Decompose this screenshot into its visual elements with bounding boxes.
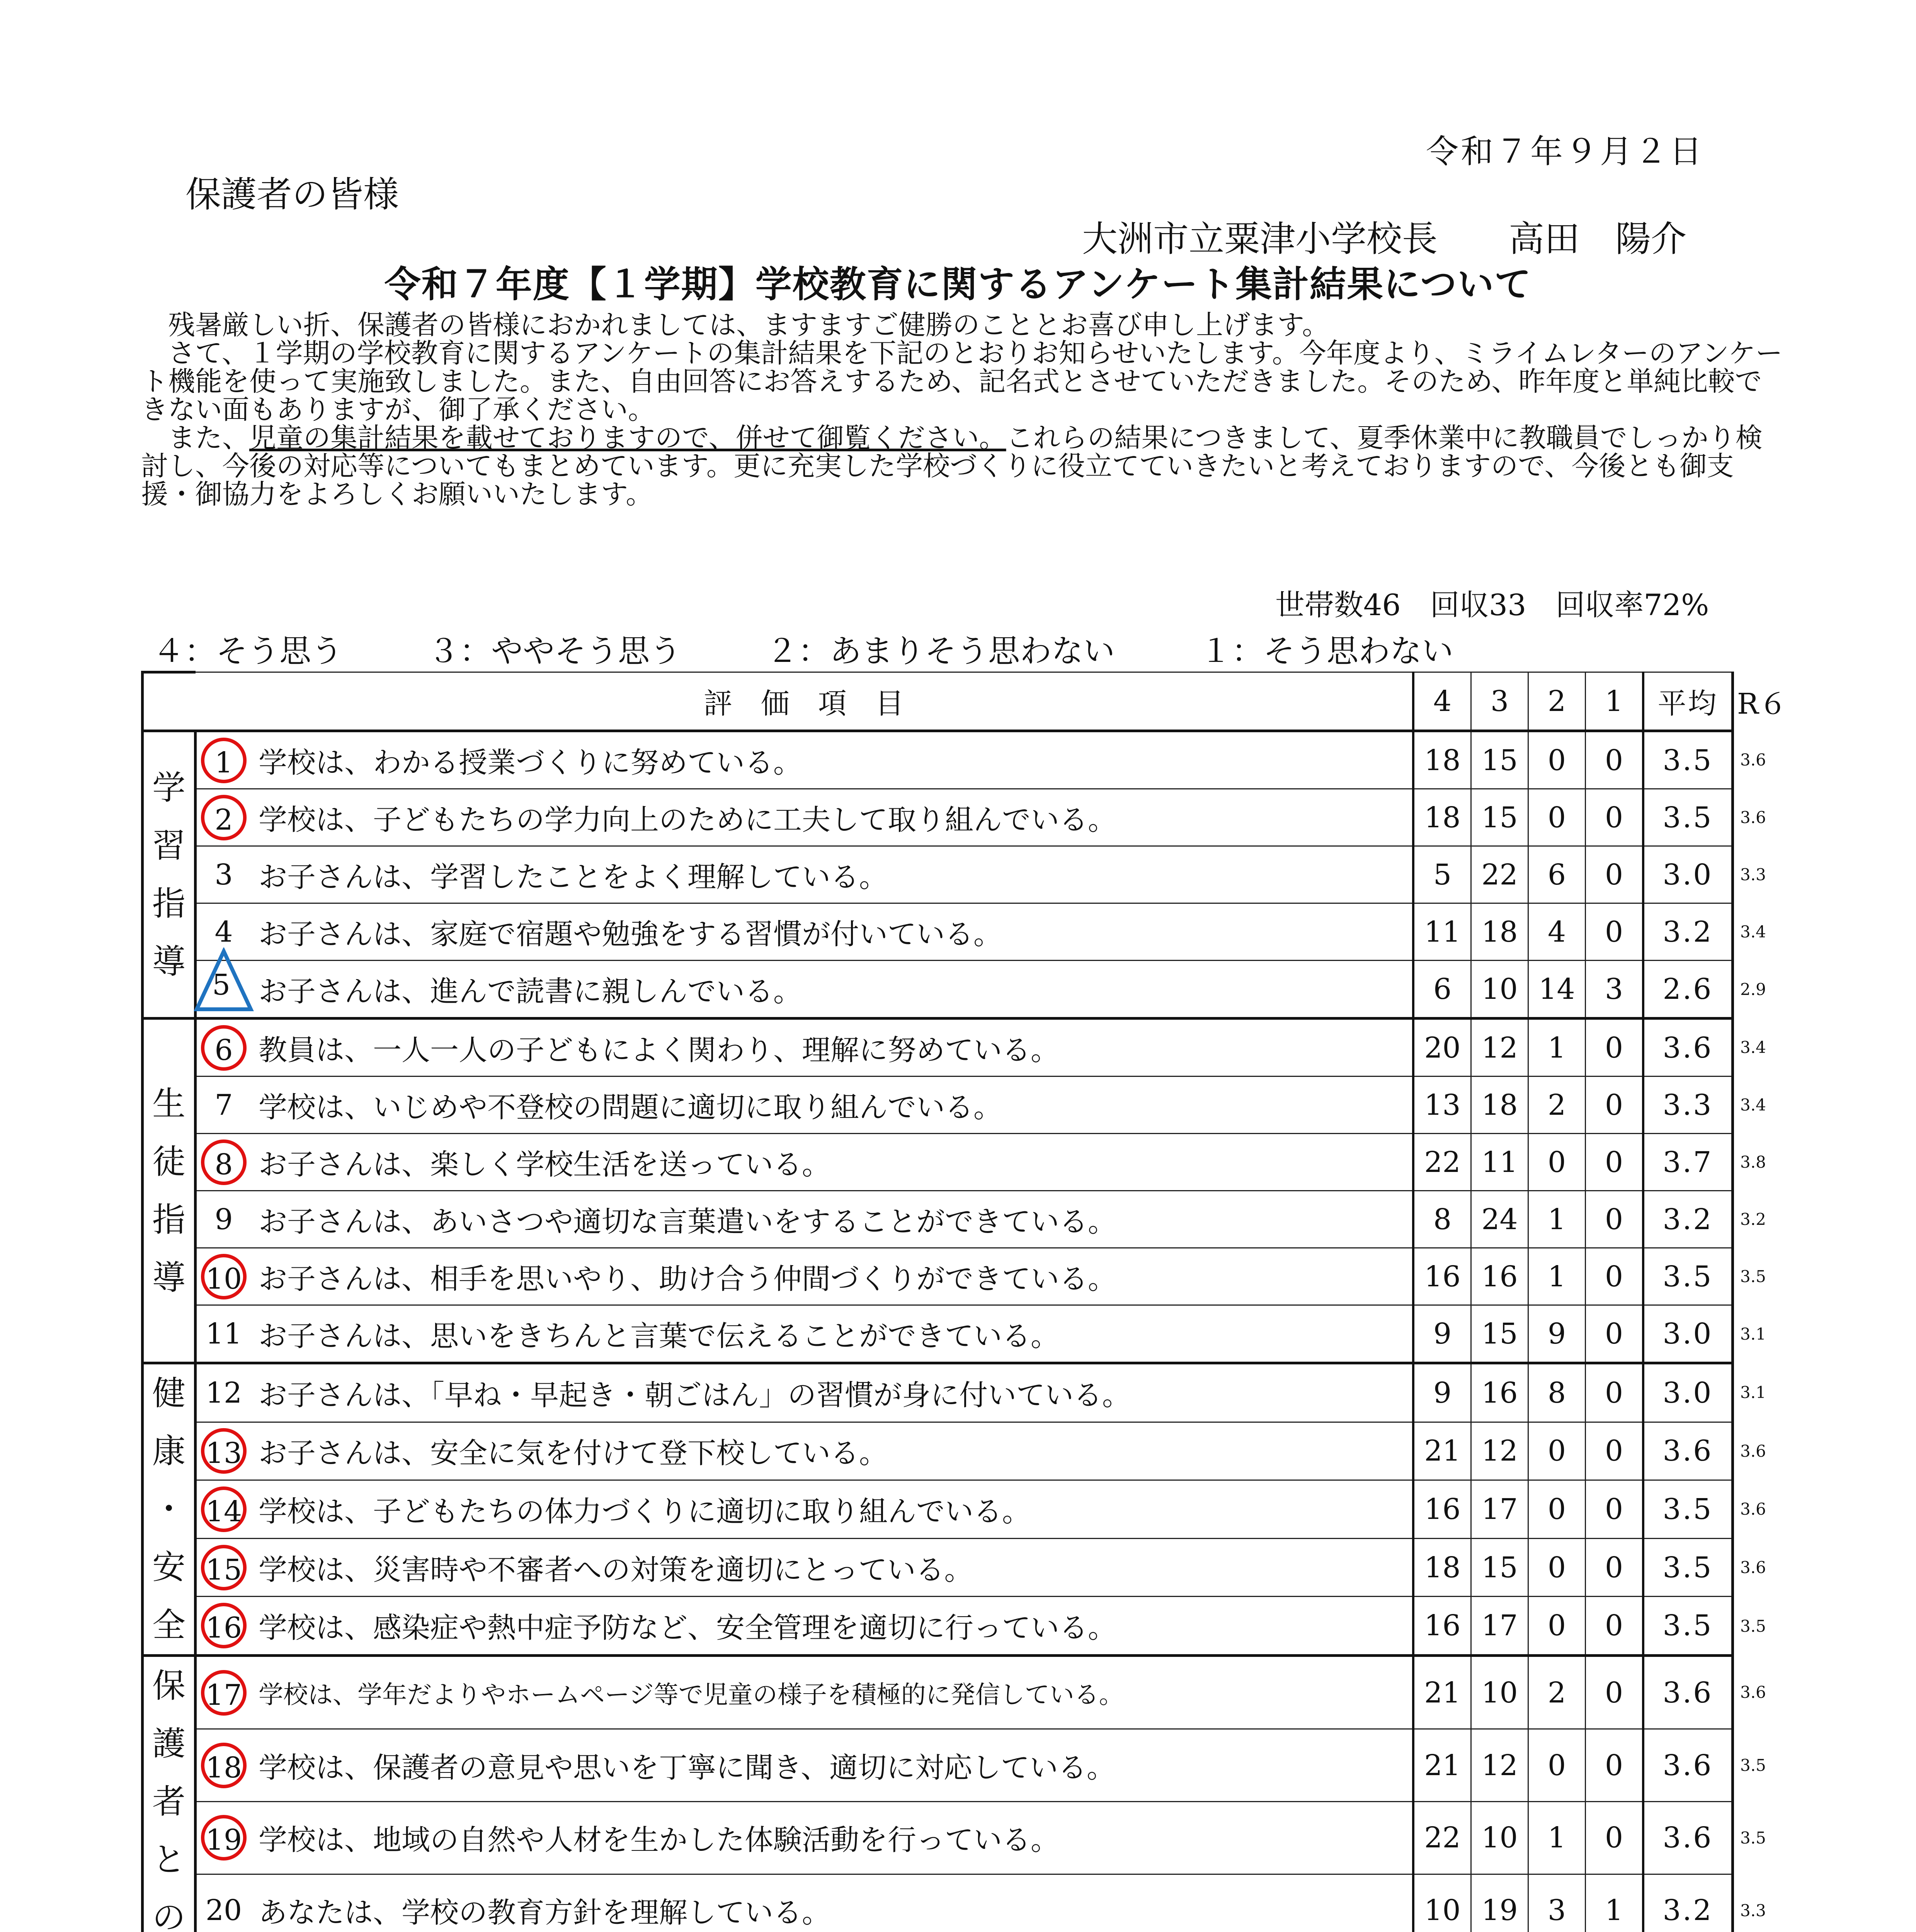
item-number-label: 9 xyxy=(214,1202,233,1236)
count-3: 17 xyxy=(1471,1480,1528,1539)
item-number-label: 5 xyxy=(212,968,231,1002)
count-4: 16 xyxy=(1413,1480,1471,1539)
count-3: 22 xyxy=(1471,846,1528,903)
count-2: 1 xyxy=(1528,1019,1586,1077)
item-number xyxy=(196,1019,251,1077)
item-number-label: 8 xyxy=(214,1148,233,1181)
count-1: 0 xyxy=(1586,903,1644,961)
highlight-circle-icon xyxy=(201,1743,247,1788)
table-row xyxy=(143,1656,1798,1729)
item-number-label: 12 xyxy=(205,1376,242,1410)
header-2: 2 xyxy=(1528,672,1586,731)
r6-score: 3.4 xyxy=(1740,922,1766,941)
r6-score: 3.1 xyxy=(1740,1383,1766,1402)
average-score: 3.5 xyxy=(1643,1248,1733,1305)
r6-score: 3.6 xyxy=(1740,1441,1766,1461)
item-text: 教員は、一人一人の子どもによく関わり、理解に努めている。 xyxy=(251,1019,1413,1077)
average-score: 3.7 xyxy=(1643,1134,1733,1191)
r6-score: 3.5 xyxy=(1740,1828,1766,1847)
count-4: 21 xyxy=(1413,1422,1471,1480)
highlight-circle-icon xyxy=(201,795,247,840)
count-4: 10 xyxy=(1413,1874,1471,1932)
item-number xyxy=(196,1597,251,1656)
count-1: 0 xyxy=(1586,1802,1644,1874)
count-3: 12 xyxy=(1471,1422,1528,1480)
count-4: 20 xyxy=(1413,1019,1471,1077)
count-4: 22 xyxy=(1413,1802,1471,1874)
table-row xyxy=(143,1597,1798,1656)
r6-score: 3.4 xyxy=(1740,1038,1766,1057)
item-number-label: 18 xyxy=(205,1751,242,1784)
item-number xyxy=(196,1729,251,1802)
highlight-circle-icon xyxy=(201,1025,247,1071)
item-text: 学校は、子どもたちの体力づくりに適切に取り組んでいる。 xyxy=(251,1480,1413,1539)
count-3: 12 xyxy=(1471,1729,1528,1802)
table-row xyxy=(143,1480,1798,1539)
count-3: 10 xyxy=(1471,1802,1528,1874)
count-1: 0 xyxy=(1586,1480,1644,1539)
count-1: 0 xyxy=(1586,1191,1644,1248)
letter-body xyxy=(141,311,1787,509)
item-text: お子さんは、家庭で宿題や勉強をする習慣が付いている。 xyxy=(251,903,1413,961)
average-score: 3.2 xyxy=(1643,1191,1733,1248)
count-2: 2 xyxy=(1528,1077,1586,1134)
table-row xyxy=(143,1802,1798,1874)
table-row xyxy=(143,1305,1798,1363)
legend-2: ２：あまりそう思わない xyxy=(766,633,1115,670)
highlight-circle-icon xyxy=(201,1815,247,1861)
item-text: お子さんは、「早ね・早起き・朝ごはん」の習慣が身に付いている。 xyxy=(251,1363,1413,1422)
item-text: 学校は、学年だよりやホームページ等で児童の様子を積極的に発信している。 xyxy=(251,1656,1413,1729)
item-text: お子さんは、学習したことをよく理解している。 xyxy=(251,846,1413,903)
average-score: 3.0 xyxy=(1643,846,1733,903)
item-number-label: 11 xyxy=(205,1317,242,1350)
count-2: 0 xyxy=(1528,1422,1586,1480)
count-4: 11 xyxy=(1413,903,1471,961)
item-text: あなたは、学校の教育方針を理解している。 xyxy=(251,1874,1413,1932)
count-3: 24 xyxy=(1471,1191,1528,1248)
count-1: 0 xyxy=(1586,1729,1644,1802)
r6-score: 3.6 xyxy=(1740,1683,1766,1702)
item-text: お子さんは、思いをきちんと言葉で伝えることができている。 xyxy=(251,1305,1413,1363)
item-text: お子さんは、安全に気を付けて登下校している。 xyxy=(251,1422,1413,1480)
count-2: 1 xyxy=(1528,1802,1586,1874)
item-number-label: 6 xyxy=(214,1033,233,1067)
warning-triangle-icon xyxy=(197,963,251,1009)
header-category xyxy=(143,672,196,731)
count-4: 9 xyxy=(1413,1363,1471,1422)
rating-legend xyxy=(153,626,1538,671)
r6-score: 3.8 xyxy=(1740,1153,1766,1172)
response-stats xyxy=(1275,582,1709,624)
average-score: 3.5 xyxy=(1643,1597,1733,1656)
count-3: 15 xyxy=(1471,731,1528,789)
header-3: 3 xyxy=(1471,672,1528,731)
paragraph-3 xyxy=(141,424,1787,509)
count-2: 6 xyxy=(1528,846,1586,903)
item-text: 学校は、わかる授業づくりに努めている。 xyxy=(251,731,1413,789)
count-1: 3 xyxy=(1586,961,1644,1019)
highlight-circle-icon xyxy=(201,738,247,783)
item-text: お子さんは、あいさつや適切な言葉遣いをすることができている。 xyxy=(251,1191,1413,1248)
count-2: 8 xyxy=(1528,1363,1586,1422)
r6-score: 3.5 xyxy=(1740,1267,1766,1286)
average-score: 3.6 xyxy=(1643,1422,1733,1480)
table-row xyxy=(143,789,1798,846)
count-2: 0 xyxy=(1528,1480,1586,1539)
item-text: お子さんは、楽しく学校生活を送っている。 xyxy=(251,1134,1413,1191)
count-2: 0 xyxy=(1528,1597,1586,1656)
item-number-label: 2 xyxy=(214,803,233,837)
r6-score: 3.6 xyxy=(1740,808,1766,827)
header-item: 評 価 項 目 xyxy=(196,672,1414,731)
table-row xyxy=(143,1363,1798,1422)
category-cell: 保 護 者 と の xyxy=(143,1656,196,1932)
count-1: 1 xyxy=(1586,1874,1644,1932)
count-1: 0 xyxy=(1586,1363,1644,1422)
count-2: 4 xyxy=(1528,903,1586,961)
count-3: 10 xyxy=(1471,961,1528,1019)
average-score: 3.0 xyxy=(1643,1363,1733,1422)
table-row xyxy=(143,903,1798,961)
average-score: 3.2 xyxy=(1643,1874,1733,1932)
count-4: 13 xyxy=(1413,1077,1471,1134)
item-number xyxy=(196,1077,251,1134)
count-3: 15 xyxy=(1471,789,1528,846)
average-score: 3.6 xyxy=(1643,1019,1733,1077)
table-row xyxy=(143,1134,1798,1191)
count-2: 2 xyxy=(1528,1656,1586,1729)
sender-name: 高田 陽介 xyxy=(1509,218,1687,260)
table-row xyxy=(143,846,1798,903)
count-4: 6 xyxy=(1413,961,1471,1019)
count-4: 22 xyxy=(1413,1134,1471,1191)
count-4: 21 xyxy=(1413,1729,1471,1802)
r6-score: 3.1 xyxy=(1740,1325,1766,1344)
count-4: 18 xyxy=(1413,731,1471,789)
average-score: 3.5 xyxy=(1643,1538,1733,1597)
item-number-label: 7 xyxy=(214,1088,233,1122)
table-row xyxy=(143,1538,1798,1597)
category-cell: 学 習 指 導 xyxy=(143,731,196,1019)
count-3: 16 xyxy=(1471,1363,1528,1422)
table-row xyxy=(143,1077,1798,1134)
average-score: 3.5 xyxy=(1643,1480,1733,1539)
count-3: 15 xyxy=(1471,1305,1528,1363)
count-3: 16 xyxy=(1471,1248,1528,1305)
document-title: 令和７年度【１学期】学校教育に関するアンケート集計結果について xyxy=(384,263,1532,306)
paragraph-3-underlined: 児童の集計結果を載せておりますので、併せて御覧ください。 xyxy=(249,422,1006,454)
r6-score: 3.4 xyxy=(1740,1095,1766,1114)
highlight-circle-icon xyxy=(201,1545,247,1590)
item-number xyxy=(196,1480,251,1539)
count-4: 21 xyxy=(1413,1656,1471,1729)
header-r6: R６ xyxy=(1737,687,1787,721)
legend-1: １：そう思わない xyxy=(1200,633,1454,670)
item-number-label: 4 xyxy=(214,915,233,949)
legend-3: ３：ややそう思う xyxy=(428,633,682,670)
r6-score: 3.3 xyxy=(1740,1901,1766,1920)
paragraph-3-pre: また、 xyxy=(168,422,249,454)
item-number xyxy=(196,1191,251,1248)
collected: 回収33 xyxy=(1430,588,1526,622)
count-2: 1 xyxy=(1528,1248,1586,1305)
item-number xyxy=(196,1134,251,1191)
paragraph-3-post: これらの結果につきまして、夏季休業中に教職員でしっかり検討し、今後の対応等についてもまとめています。更に充実した学校づくりに役立てていきたいと考えておりますので、今後とも御支援・御協力をよろしくお願いいたします。 xyxy=(141,422,1763,510)
count-4: 18 xyxy=(1413,1538,1471,1597)
households: 世帯数46 xyxy=(1275,588,1401,622)
item-number xyxy=(196,1538,251,1597)
r6-score: 3.6 xyxy=(1740,1500,1766,1519)
average-score: 3.5 xyxy=(1643,789,1733,846)
category-cell: 健 康 ・ 安 全 xyxy=(143,1363,196,1656)
sender xyxy=(1082,211,1686,262)
table-row xyxy=(143,1422,1798,1480)
table-row xyxy=(143,1874,1798,1932)
count-1: 0 xyxy=(1586,1538,1644,1597)
recipient: 保護者の皆様 xyxy=(185,174,399,215)
count-4: 5 xyxy=(1413,846,1471,903)
highlight-circle-icon xyxy=(201,1603,247,1648)
count-1: 0 xyxy=(1586,1305,1644,1363)
count-3: 12 xyxy=(1471,1019,1528,1077)
count-1: 0 xyxy=(1586,1422,1644,1480)
header-4: 4 xyxy=(1413,672,1471,731)
count-1: 0 xyxy=(1586,1077,1644,1134)
table-row xyxy=(143,1729,1798,1802)
count-4: 8 xyxy=(1413,1191,1471,1248)
count-1: 0 xyxy=(1586,731,1644,789)
item-number xyxy=(196,846,251,903)
highlight-circle-icon xyxy=(201,1670,247,1716)
r6-score: 2.9 xyxy=(1740,980,1766,999)
count-4: 9 xyxy=(1413,1305,1471,1363)
item-text: お子さんは、進んで読書に親しんでいる。 xyxy=(251,961,1413,1019)
item-number-label: 15 xyxy=(205,1553,242,1587)
sender-org: 大洲市立粟津小学校長 xyxy=(1082,218,1438,260)
table-row xyxy=(143,1248,1798,1305)
item-number xyxy=(196,1305,251,1363)
item-text: 学校は、子どもたちの学力向上のために工夫して取り組んでいる。 xyxy=(251,789,1413,846)
count-2: 1 xyxy=(1528,1191,1586,1248)
table-header-row xyxy=(143,672,1798,731)
average-score: 3.3 xyxy=(1643,1077,1733,1134)
count-1: 0 xyxy=(1586,789,1644,846)
item-text: 学校は、保護者の意見や思いを丁寧に聞き、適切に対応している。 xyxy=(251,1729,1413,1802)
highlight-circle-icon xyxy=(201,1486,247,1532)
item-number xyxy=(196,789,251,846)
highlight-circle-icon xyxy=(201,1428,247,1474)
item-number-label: 17 xyxy=(205,1678,242,1712)
count-3: 15 xyxy=(1471,1538,1528,1597)
count-3: 18 xyxy=(1471,1077,1528,1134)
average-score: 3.2 xyxy=(1643,903,1733,961)
count-2: 0 xyxy=(1528,731,1586,789)
count-2: 9 xyxy=(1528,1305,1586,1363)
table-row xyxy=(143,961,1798,1019)
count-2: 0 xyxy=(1528,789,1586,846)
item-number-label: 13 xyxy=(205,1437,242,1470)
item-number-label: 19 xyxy=(205,1823,242,1857)
r6-score: 3.2 xyxy=(1740,1210,1766,1229)
date: 令和７年９月２日 xyxy=(1426,133,1705,170)
count-3: 11 xyxy=(1471,1134,1528,1191)
count-1: 0 xyxy=(1586,1248,1644,1305)
highlight-circle-icon xyxy=(201,1139,247,1185)
header-1: 1 xyxy=(1586,672,1644,731)
highlight-circle-icon xyxy=(201,1254,247,1299)
item-text: お子さんは、相手を思いやり、助け合う仲間づくりができている。 xyxy=(251,1248,1413,1305)
count-3: 10 xyxy=(1471,1656,1528,1729)
collection-rate: 回収率72% xyxy=(1555,588,1709,622)
average-score: 3.6 xyxy=(1643,1656,1733,1729)
count-3: 19 xyxy=(1471,1874,1528,1932)
item-text: 学校は、感染症や熱中症予防など、安全管理を適切に行っている。 xyxy=(251,1597,1413,1656)
survey-table xyxy=(141,671,1799,1932)
count-1: 0 xyxy=(1586,1597,1644,1656)
paragraph-2: さて、１学期の学校教育に関するアンケートの集計結果を下記のとおりお知らせいたします。今年度より、ミライムレターのアンケート機能を使って実施致しました。また、自由回答にお答えするため、記名式とさせていただきました。そのため、昨年度と単純比較できない面もありますが、御了承ください。 xyxy=(141,337,1783,425)
count-2: 0 xyxy=(1528,1538,1586,1597)
count-4: 16 xyxy=(1413,1248,1471,1305)
count-4: 18 xyxy=(1413,789,1471,846)
average-score: 3.6 xyxy=(1643,1729,1733,1802)
table-row xyxy=(143,1191,1798,1248)
item-number xyxy=(196,731,251,789)
paragraph-1: 残暑厳しい折、保護者の皆様におかれましては、ますますご健勝のこととお喜び申し上げます。 xyxy=(168,309,1329,341)
item-number xyxy=(196,961,251,1019)
average-score: 3.0 xyxy=(1643,1305,1733,1363)
item-number xyxy=(196,1656,251,1729)
item-text: 学校は、災害時や不審者への対策を適切にとっている。 xyxy=(251,1538,1413,1597)
item-number xyxy=(196,1363,251,1422)
category-cell: 生 徒 指 導 xyxy=(143,1019,196,1363)
item-number xyxy=(196,1422,251,1480)
count-1: 0 xyxy=(1586,1019,1644,1077)
r6-score: 3.3 xyxy=(1740,865,1766,884)
count-2: 0 xyxy=(1528,1729,1586,1802)
item-text: 学校は、地域の自然や人材を生かした体験活動を行っている。 xyxy=(251,1802,1413,1874)
item-number-label: 1 xyxy=(214,746,233,779)
item-number xyxy=(196,1874,251,1932)
r6-score: 3.5 xyxy=(1740,1756,1766,1775)
count-2: 0 xyxy=(1528,1134,1586,1191)
item-number-label: 20 xyxy=(205,1894,242,1927)
item-number-label: 3 xyxy=(214,858,233,891)
item-text: 学校は、いじめや不登校の問題に適切に取り組んでいる。 xyxy=(251,1077,1413,1134)
item-number-label: 14 xyxy=(205,1495,242,1528)
count-1: 0 xyxy=(1586,846,1644,903)
count-4: 16 xyxy=(1413,1597,1471,1656)
r6-score: 3.5 xyxy=(1740,1616,1766,1636)
count-2: 14 xyxy=(1528,961,1586,1019)
table-row xyxy=(143,1019,1798,1077)
count-1: 0 xyxy=(1586,1134,1644,1191)
r6-score: 3.6 xyxy=(1740,750,1766,769)
average-score: 3.6 xyxy=(1643,1802,1733,1874)
legend-4: ４：そう思う xyxy=(153,633,343,670)
item-number-label: 16 xyxy=(205,1611,242,1645)
item-number xyxy=(196,1248,251,1305)
average-score: 3.5 xyxy=(1643,731,1733,789)
count-2: 3 xyxy=(1528,1874,1586,1932)
count-3: 18 xyxy=(1471,903,1528,961)
table-row xyxy=(143,731,1798,789)
average-score: 2.6 xyxy=(1643,961,1733,1019)
count-1: 0 xyxy=(1586,1656,1644,1729)
item-number xyxy=(196,1802,251,1874)
header-average: 平均 xyxy=(1643,672,1733,731)
r6-score: 3.6 xyxy=(1740,1558,1766,1577)
count-3: 17 xyxy=(1471,1597,1528,1656)
item-number-label: 10 xyxy=(205,1262,242,1296)
